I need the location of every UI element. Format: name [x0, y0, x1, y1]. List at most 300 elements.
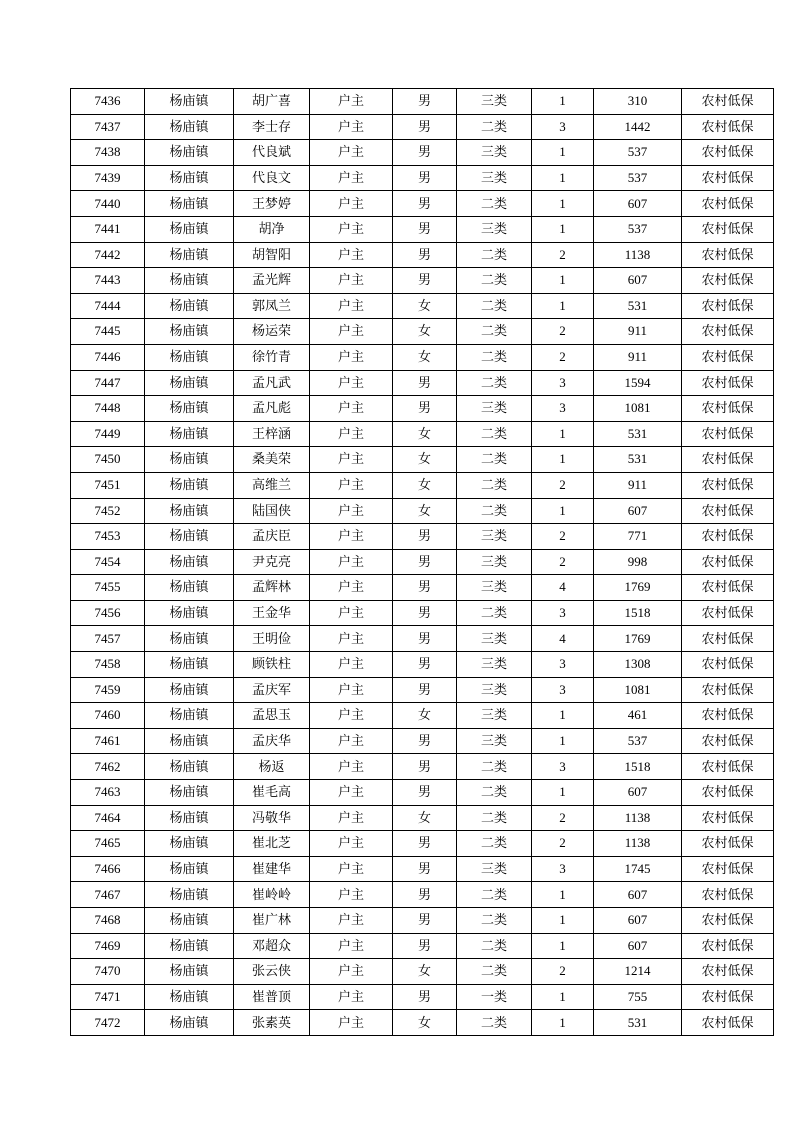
- cell-id: 7442: [71, 242, 145, 268]
- table-row: [71, 831, 774, 857]
- cell-type: 农村低保: [682, 677, 774, 703]
- cell-category: 二类: [457, 933, 532, 959]
- cell-town: 杨庙镇: [145, 165, 234, 191]
- cell-relation: 户主: [310, 498, 393, 524]
- cell-id: 7446: [71, 344, 145, 370]
- cell-gender: 男: [393, 677, 457, 703]
- cell-town: 杨庙镇: [145, 396, 234, 422]
- cell-town: 杨庙镇: [145, 1010, 234, 1036]
- cell-name: 孟凡武: [234, 370, 310, 396]
- cell-count: 2: [532, 831, 594, 857]
- cell-relation: 户主: [310, 396, 393, 422]
- cell-count: 2: [532, 319, 594, 345]
- cell-type: 农村低保: [682, 805, 774, 831]
- cell-town: 杨庙镇: [145, 293, 234, 319]
- cell-id: 7459: [71, 677, 145, 703]
- cell-relation: 户主: [310, 984, 393, 1010]
- table-row: [71, 856, 774, 882]
- cell-amount: 911: [594, 344, 682, 370]
- cell-id: 7437: [71, 114, 145, 140]
- cell-id: 7445: [71, 319, 145, 345]
- cell-town: 杨庙镇: [145, 242, 234, 268]
- cell-relation: 户主: [310, 191, 393, 217]
- cell-type: 农村低保: [682, 933, 774, 959]
- cell-type: 农村低保: [682, 959, 774, 985]
- cell-type: 农村低保: [682, 114, 774, 140]
- cell-gender: 男: [393, 524, 457, 550]
- cell-name: 代良斌: [234, 140, 310, 166]
- cell-id: 7440: [71, 191, 145, 217]
- cell-category: 二类: [457, 805, 532, 831]
- cell-amount: 1518: [594, 600, 682, 626]
- cell-gender: 男: [393, 191, 457, 217]
- cell-gender: 男: [393, 600, 457, 626]
- cell-name: 孟庆华: [234, 728, 310, 754]
- cell-relation: 户主: [310, 959, 393, 985]
- cell-relation: 户主: [310, 652, 393, 678]
- cell-category: 二类: [457, 242, 532, 268]
- cell-gender: 男: [393, 370, 457, 396]
- cell-category: 三类: [457, 626, 532, 652]
- cell-type: 农村低保: [682, 524, 774, 550]
- cell-amount: 755: [594, 984, 682, 1010]
- cell-amount: 911: [594, 472, 682, 498]
- cell-town: 杨庙镇: [145, 140, 234, 166]
- cell-id: 7443: [71, 268, 145, 294]
- cell-name: 桑美荣: [234, 447, 310, 473]
- cell-count: 2: [532, 549, 594, 575]
- cell-id: 7462: [71, 754, 145, 780]
- cell-id: 7450: [71, 447, 145, 473]
- cell-type: 农村低保: [682, 242, 774, 268]
- cell-id: 7452: [71, 498, 145, 524]
- cell-name: 郭凤兰: [234, 293, 310, 319]
- cell-category: 三类: [457, 652, 532, 678]
- table-row: [71, 447, 774, 473]
- cell-count: 2: [532, 344, 594, 370]
- cell-count: 2: [532, 242, 594, 268]
- cell-category: 二类: [457, 293, 532, 319]
- cell-relation: 户主: [310, 600, 393, 626]
- cell-type: 农村低保: [682, 165, 774, 191]
- cell-gender: 女: [393, 959, 457, 985]
- table-row: [71, 216, 774, 242]
- cell-count: 1: [532, 140, 594, 166]
- table-row: [71, 703, 774, 729]
- cell-name: 孟思玉: [234, 703, 310, 729]
- cell-id: 7472: [71, 1010, 145, 1036]
- cell-name: 孟辉林: [234, 575, 310, 601]
- table-row: [71, 984, 774, 1010]
- cell-town: 杨庙镇: [145, 780, 234, 806]
- cell-relation: 户主: [310, 524, 393, 550]
- cell-category: 二类: [457, 908, 532, 934]
- cell-town: 杨庙镇: [145, 600, 234, 626]
- cell-name: 代良文: [234, 165, 310, 191]
- cell-town: 杨庙镇: [145, 882, 234, 908]
- cell-name: 崔广林: [234, 908, 310, 934]
- cell-type: 农村低保: [682, 421, 774, 447]
- cell-amount: 531: [594, 1010, 682, 1036]
- cell-gender: 男: [393, 575, 457, 601]
- cell-town: 杨庙镇: [145, 447, 234, 473]
- cell-gender: 女: [393, 805, 457, 831]
- cell-type: 农村低保: [682, 575, 774, 601]
- cell-name: 冯敬华: [234, 805, 310, 831]
- cell-town: 杨庙镇: [145, 114, 234, 140]
- table-row: [71, 959, 774, 985]
- cell-id: 7458: [71, 652, 145, 678]
- cell-count: 1: [532, 1010, 594, 1036]
- cell-relation: 户主: [310, 754, 393, 780]
- cell-town: 杨庙镇: [145, 728, 234, 754]
- cell-amount: 1745: [594, 856, 682, 882]
- cell-id: 7447: [71, 370, 145, 396]
- cell-category: 二类: [457, 268, 532, 294]
- cell-count: 1: [532, 933, 594, 959]
- cell-category: 二类: [457, 344, 532, 370]
- table-row: [71, 89, 774, 115]
- cell-name: 孟凡彪: [234, 396, 310, 422]
- cell-category: 三类: [457, 575, 532, 601]
- table-row: [71, 652, 774, 678]
- cell-name: 王明俭: [234, 626, 310, 652]
- cell-gender: 女: [393, 703, 457, 729]
- cell-type: 农村低保: [682, 89, 774, 115]
- table-row: [71, 319, 774, 345]
- cell-count: 2: [532, 524, 594, 550]
- cell-amount: 531: [594, 293, 682, 319]
- cell-relation: 户主: [310, 728, 393, 754]
- cell-type: 农村低保: [682, 600, 774, 626]
- cell-relation: 户主: [310, 293, 393, 319]
- cell-category: 二类: [457, 1010, 532, 1036]
- cell-count: 4: [532, 626, 594, 652]
- cell-count: 1: [532, 780, 594, 806]
- cell-category: 三类: [457, 165, 532, 191]
- cell-count: 3: [532, 652, 594, 678]
- table-row: [71, 524, 774, 550]
- table-row: [71, 498, 774, 524]
- table-row: [71, 933, 774, 959]
- cell-type: 农村低保: [682, 984, 774, 1010]
- table-row: [71, 421, 774, 447]
- cell-relation: 户主: [310, 140, 393, 166]
- cell-gender: 男: [393, 549, 457, 575]
- cell-type: 农村低保: [682, 472, 774, 498]
- cell-type: 农村低保: [682, 549, 774, 575]
- cell-type: 农村低保: [682, 344, 774, 370]
- cell-amount: 531: [594, 421, 682, 447]
- cell-relation: 户主: [310, 677, 393, 703]
- cell-amount: 607: [594, 268, 682, 294]
- cell-gender: 男: [393, 933, 457, 959]
- cell-amount: 1518: [594, 754, 682, 780]
- cell-name: 陆国侠: [234, 498, 310, 524]
- cell-town: 杨庙镇: [145, 677, 234, 703]
- cell-type: 农村低保: [682, 754, 774, 780]
- cell-relation: 户主: [310, 549, 393, 575]
- cell-id: 7438: [71, 140, 145, 166]
- cell-town: 杨庙镇: [145, 703, 234, 729]
- cell-relation: 户主: [310, 575, 393, 601]
- cell-gender: 男: [393, 114, 457, 140]
- cell-name: 崔建华: [234, 856, 310, 882]
- cell-type: 农村低保: [682, 319, 774, 345]
- cell-count: 1: [532, 447, 594, 473]
- cell-relation: 户主: [310, 268, 393, 294]
- cell-name: 李士存: [234, 114, 310, 140]
- table-row: [71, 114, 774, 140]
- cell-amount: 911: [594, 319, 682, 345]
- cell-name: 顾铁柱: [234, 652, 310, 678]
- cell-category: 三类: [457, 396, 532, 422]
- cell-type: 农村低保: [682, 396, 774, 422]
- cell-category: 三类: [457, 140, 532, 166]
- cell-id: 7455: [71, 575, 145, 601]
- cell-gender: 男: [393, 242, 457, 268]
- cell-gender: 男: [393, 216, 457, 242]
- cell-category: 二类: [457, 319, 532, 345]
- cell-name: 张云侠: [234, 959, 310, 985]
- cell-name: 邓超众: [234, 933, 310, 959]
- cell-id: 7464: [71, 805, 145, 831]
- cell-town: 杨庙镇: [145, 191, 234, 217]
- cell-relation: 户主: [310, 933, 393, 959]
- cell-name: 崔岭岭: [234, 882, 310, 908]
- cell-type: 农村低保: [682, 370, 774, 396]
- cell-name: 胡智阳: [234, 242, 310, 268]
- cell-amount: 1769: [594, 626, 682, 652]
- cell-id: 7448: [71, 396, 145, 422]
- cell-category: 三类: [457, 549, 532, 575]
- cell-town: 杨庙镇: [145, 524, 234, 550]
- cell-relation: 户主: [310, 421, 393, 447]
- cell-count: 3: [532, 600, 594, 626]
- cell-amount: 537: [594, 165, 682, 191]
- cell-count: 3: [532, 114, 594, 140]
- cell-name: 胡净: [234, 216, 310, 242]
- cell-amount: 1769: [594, 575, 682, 601]
- cell-relation: 户主: [310, 447, 393, 473]
- cell-category: 三类: [457, 728, 532, 754]
- cell-count: 4: [532, 575, 594, 601]
- cell-count: 1: [532, 703, 594, 729]
- cell-type: 农村低保: [682, 293, 774, 319]
- cell-town: 杨庙镇: [145, 856, 234, 882]
- cell-relation: 户主: [310, 114, 393, 140]
- cell-count: 1: [532, 216, 594, 242]
- cell-count: 1: [532, 728, 594, 754]
- table-row: [71, 165, 774, 191]
- cell-id: 7441: [71, 216, 145, 242]
- cell-gender: 男: [393, 780, 457, 806]
- cell-type: 农村低保: [682, 882, 774, 908]
- cell-amount: 607: [594, 780, 682, 806]
- cell-relation: 户主: [310, 805, 393, 831]
- cell-gender: 男: [393, 652, 457, 678]
- cell-category: 二类: [457, 370, 532, 396]
- cell-amount: 537: [594, 216, 682, 242]
- cell-count: 1: [532, 421, 594, 447]
- cell-type: 农村低保: [682, 908, 774, 934]
- cell-category: 二类: [457, 780, 532, 806]
- cell-town: 杨庙镇: [145, 344, 234, 370]
- cell-id: 7460: [71, 703, 145, 729]
- cell-gender: 男: [393, 856, 457, 882]
- cell-relation: 户主: [310, 165, 393, 191]
- cell-category: 二类: [457, 447, 532, 473]
- cell-name: 胡广喜: [234, 89, 310, 115]
- cell-id: 7471: [71, 984, 145, 1010]
- cell-type: 农村低保: [682, 191, 774, 217]
- cell-id: 7461: [71, 728, 145, 754]
- cell-category: 三类: [457, 703, 532, 729]
- cell-amount: 537: [594, 728, 682, 754]
- cell-id: 7439: [71, 165, 145, 191]
- table-body: [71, 89, 774, 1036]
- cell-type: 农村低保: [682, 728, 774, 754]
- cell-relation: 户主: [310, 319, 393, 345]
- cell-town: 杨庙镇: [145, 216, 234, 242]
- cell-amount: 1442: [594, 114, 682, 140]
- cell-gender: 女: [393, 421, 457, 447]
- table-row: [71, 882, 774, 908]
- cell-town: 杨庙镇: [145, 959, 234, 985]
- cell-count: 1: [532, 191, 594, 217]
- cell-relation: 户主: [310, 703, 393, 729]
- cell-relation: 户主: [310, 344, 393, 370]
- cell-name: 崔北芝: [234, 831, 310, 857]
- cell-count: 2: [532, 805, 594, 831]
- cell-type: 农村低保: [682, 216, 774, 242]
- cell-id: 7463: [71, 780, 145, 806]
- cell-count: 1: [532, 882, 594, 908]
- cell-amount: 1138: [594, 805, 682, 831]
- cell-name: 尹克亮: [234, 549, 310, 575]
- cell-name: 高维兰: [234, 472, 310, 498]
- cell-category: 二类: [457, 600, 532, 626]
- cell-amount: 531: [594, 447, 682, 473]
- cell-id: 7468: [71, 908, 145, 934]
- cell-id: 7465: [71, 831, 145, 857]
- table-row: [71, 370, 774, 396]
- cell-type: 农村低保: [682, 1010, 774, 1036]
- table-row: [71, 242, 774, 268]
- cell-type: 农村低保: [682, 831, 774, 857]
- table-row: [71, 396, 774, 422]
- cell-town: 杨庙镇: [145, 805, 234, 831]
- cell-relation: 户主: [310, 216, 393, 242]
- cell-amount: 607: [594, 498, 682, 524]
- cell-type: 农村低保: [682, 140, 774, 166]
- cell-name: 王梦婷: [234, 191, 310, 217]
- cell-name: 徐竹青: [234, 344, 310, 370]
- cell-relation: 户主: [310, 626, 393, 652]
- table-row: [71, 191, 774, 217]
- table-row: [71, 140, 774, 166]
- cell-relation: 户主: [310, 780, 393, 806]
- cell-amount: 1214: [594, 959, 682, 985]
- cell-count: 1: [532, 908, 594, 934]
- cell-category: 二类: [457, 114, 532, 140]
- cell-amount: 607: [594, 882, 682, 908]
- cell-name: 崔毛高: [234, 780, 310, 806]
- cell-relation: 户主: [310, 908, 393, 934]
- cell-amount: 1308: [594, 652, 682, 678]
- cell-gender: 男: [393, 396, 457, 422]
- cell-gender: 男: [393, 831, 457, 857]
- cell-id: 7454: [71, 549, 145, 575]
- cell-count: 2: [532, 472, 594, 498]
- table-row: [71, 549, 774, 575]
- cell-name: 杨返: [234, 754, 310, 780]
- cell-id: 7470: [71, 959, 145, 985]
- cell-town: 杨庙镇: [145, 754, 234, 780]
- cell-type: 农村低保: [682, 268, 774, 294]
- cell-gender: 男: [393, 754, 457, 780]
- cell-amount: 1081: [594, 677, 682, 703]
- cell-name: 杨运荣: [234, 319, 310, 345]
- cell-category: 一类: [457, 984, 532, 1010]
- cell-gender: 男: [393, 140, 457, 166]
- cell-relation: 户主: [310, 472, 393, 498]
- cell-name: 孟光辉: [234, 268, 310, 294]
- cell-category: 二类: [457, 498, 532, 524]
- cell-category: 三类: [457, 89, 532, 115]
- cell-id: 7449: [71, 421, 145, 447]
- cell-count: 2: [532, 959, 594, 985]
- cell-type: 农村低保: [682, 498, 774, 524]
- cell-category: 二类: [457, 421, 532, 447]
- cell-gender: 女: [393, 498, 457, 524]
- cell-town: 杨庙镇: [145, 652, 234, 678]
- cell-amount: 1081: [594, 396, 682, 422]
- table-row: [71, 472, 774, 498]
- cell-gender: 男: [393, 268, 457, 294]
- table-row: [71, 754, 774, 780]
- table-row: [71, 780, 774, 806]
- cell-category: 二类: [457, 882, 532, 908]
- cell-gender: 男: [393, 626, 457, 652]
- cell-relation: 户主: [310, 370, 393, 396]
- cell-name: 王金华: [234, 600, 310, 626]
- cell-town: 杨庙镇: [145, 421, 234, 447]
- cell-town: 杨庙镇: [145, 626, 234, 652]
- cell-amount: 310: [594, 89, 682, 115]
- cell-type: 农村低保: [682, 780, 774, 806]
- cell-gender: 女: [393, 1010, 457, 1036]
- cell-town: 杨庙镇: [145, 933, 234, 959]
- cell-name: 王梓涵: [234, 421, 310, 447]
- cell-gender: 男: [393, 984, 457, 1010]
- cell-name: 张素英: [234, 1010, 310, 1036]
- cell-gender: 女: [393, 472, 457, 498]
- cell-relation: 户主: [310, 882, 393, 908]
- table-row: [71, 1010, 774, 1036]
- cell-id: 7453: [71, 524, 145, 550]
- cell-town: 杨庙镇: [145, 575, 234, 601]
- table-row: [71, 908, 774, 934]
- table-row: [71, 575, 774, 601]
- table-row: [71, 344, 774, 370]
- cell-id: 7444: [71, 293, 145, 319]
- cell-town: 杨庙镇: [145, 370, 234, 396]
- cell-id: 7451: [71, 472, 145, 498]
- cell-category: 三类: [457, 216, 532, 242]
- cell-amount: 1138: [594, 242, 682, 268]
- cell-amount: 1138: [594, 831, 682, 857]
